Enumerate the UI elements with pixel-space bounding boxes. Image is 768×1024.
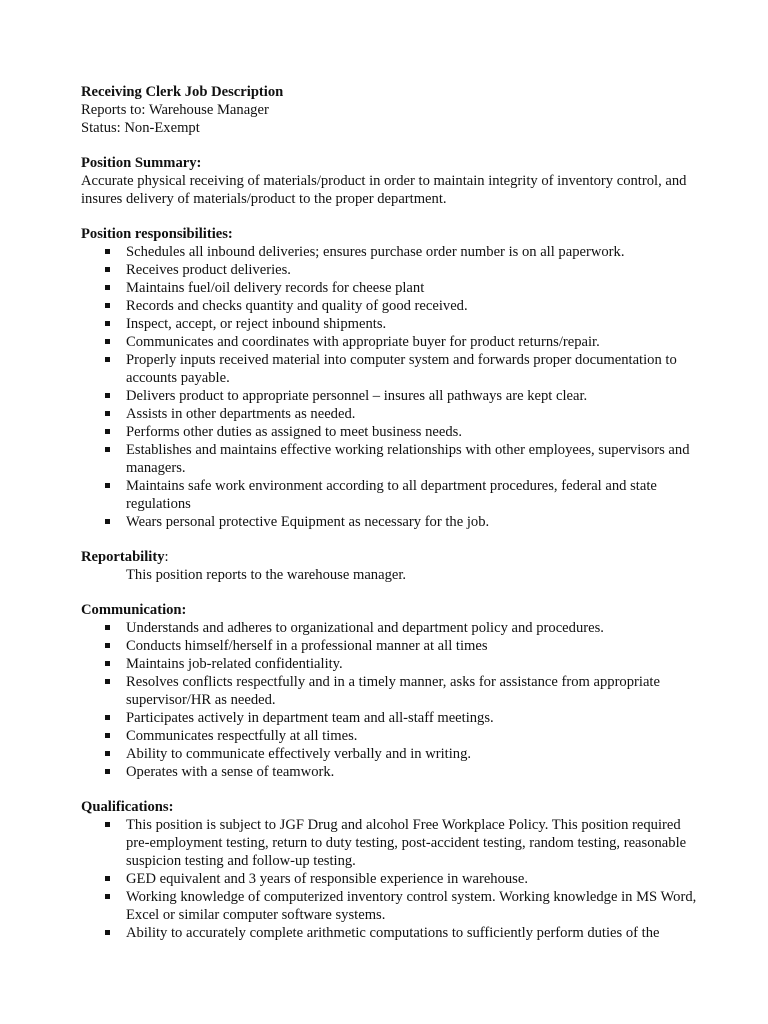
list-item: Establishes and maintains effective working relationships with other employees, supervisors and managers. xyxy=(81,441,701,477)
bullet-icon xyxy=(105,822,110,827)
list-item: This position is subject to JGF Drug and alcohol Free Workplace Policy. This position required pre-employment testing, return to duty testing, post-accident testing, random testing, reasonable suspicion testing and follow-up testing. xyxy=(81,816,701,870)
bullet-icon xyxy=(105,769,110,774)
bullet-icon xyxy=(105,411,110,416)
list-item: Receives product deliveries. xyxy=(81,261,701,279)
list-item: Participates actively in department team and all-staff meetings. xyxy=(81,709,701,727)
list-item: Records and checks quantity and quality of good received. xyxy=(81,297,701,315)
list-item: Delivers product to appropriate personnel – insures all pathways are kept clear. xyxy=(81,387,701,405)
reportability-heading-line xyxy=(81,548,701,566)
bullet-icon xyxy=(105,357,110,362)
list-item: Ability to accurately complete arithmetic computations to sufficiently perform duties of the xyxy=(81,924,701,942)
list-item: Resolves conflicts respectfully and in a timely manner, asks for assistance from appropriate supervisor/HR as needed. xyxy=(81,673,701,709)
list-item: Wears personal protective Equipment as necessary for the job. xyxy=(81,513,701,531)
position-summary-text: Accurate physical receiving of materials/product in order to maintain integrity of inventory control, and insures delivery of materials/product to the proper department. xyxy=(81,173,687,207)
document-title: Receiving Clerk Job Description xyxy=(81,84,284,100)
list-item: Conducts himself/herself in a professional manner at all times xyxy=(81,637,701,655)
reportability-heading: Reportability xyxy=(81,549,165,565)
list-item: Inspect, accept, or reject inbound shipments. xyxy=(81,315,701,333)
list-item: Ability to communicate effectively verbally and in writing. xyxy=(81,745,701,763)
bullet-icon xyxy=(105,393,110,398)
bullet-icon xyxy=(105,661,110,666)
reportability-colon: : xyxy=(164,549,169,565)
bullet-icon xyxy=(105,625,110,630)
list-item: Schedules all inbound deliveries; ensures purchase order number is on all paperwork. xyxy=(81,243,701,261)
qualifications-heading: Qualifications: xyxy=(81,799,174,815)
bullet-icon xyxy=(105,303,110,308)
communication-list xyxy=(81,619,701,781)
bullet-icon xyxy=(105,267,110,272)
list-item: Performs other duties as assigned to meet business needs. xyxy=(81,423,701,441)
list-item: Communicates respectfully at all times. xyxy=(81,727,701,745)
bullet-icon xyxy=(105,751,110,756)
position-summary-heading: Position Summary: xyxy=(81,155,202,171)
bullet-icon xyxy=(105,249,110,254)
bullet-icon xyxy=(105,715,110,720)
bullet-icon xyxy=(105,321,110,326)
list-item: Maintains job-related confidentiality. xyxy=(81,655,701,673)
bullet-icon xyxy=(105,876,110,881)
list-item: GED equivalent and 3 years of responsible experience in warehouse. xyxy=(81,870,701,888)
bullet-icon xyxy=(105,894,110,899)
reports-to-line: Reports to: Warehouse Manager xyxy=(81,102,269,118)
list-item: Communicates and coordinates with appropriate buyer for product returns/repair. xyxy=(81,333,701,351)
document-body xyxy=(81,83,701,942)
responsibilities-list xyxy=(81,243,701,531)
status-line: Status: Non-Exempt xyxy=(81,120,200,136)
bullet-icon xyxy=(105,643,110,648)
bullet-icon xyxy=(105,429,110,434)
list-item: Operates with a sense of teamwork. xyxy=(81,763,701,781)
bullet-icon xyxy=(105,930,110,935)
list-item: Maintains safe work environment according to all department procedures, federal and state regulations xyxy=(81,477,701,513)
communication-heading: Communication: xyxy=(81,602,187,618)
list-item: Properly inputs received material into computer system and forwards proper documentation to accounts payable. xyxy=(81,351,701,387)
bullet-icon xyxy=(105,339,110,344)
bullet-icon xyxy=(105,733,110,738)
list-item: Understands and adheres to organizational and department policy and procedures. xyxy=(81,619,701,637)
bullet-icon xyxy=(105,519,110,524)
list-item: Maintains fuel/oil delivery records for cheese plant xyxy=(81,279,701,297)
bullet-icon xyxy=(105,483,110,488)
bullet-icon xyxy=(105,679,110,684)
bullet-icon xyxy=(105,447,110,452)
list-item: Working knowledge of computerized inventory control system. Working knowledge in MS Word, Excel or similar computer software systems. xyxy=(81,888,701,924)
qualifications-list xyxy=(81,816,701,942)
bullet-icon xyxy=(105,285,110,290)
list-item: Assists in other departments as needed. xyxy=(81,405,701,423)
reportability-text: This position reports to the warehouse manager. xyxy=(126,567,407,583)
responsibilities-heading: Position responsibilities: xyxy=(81,226,233,242)
